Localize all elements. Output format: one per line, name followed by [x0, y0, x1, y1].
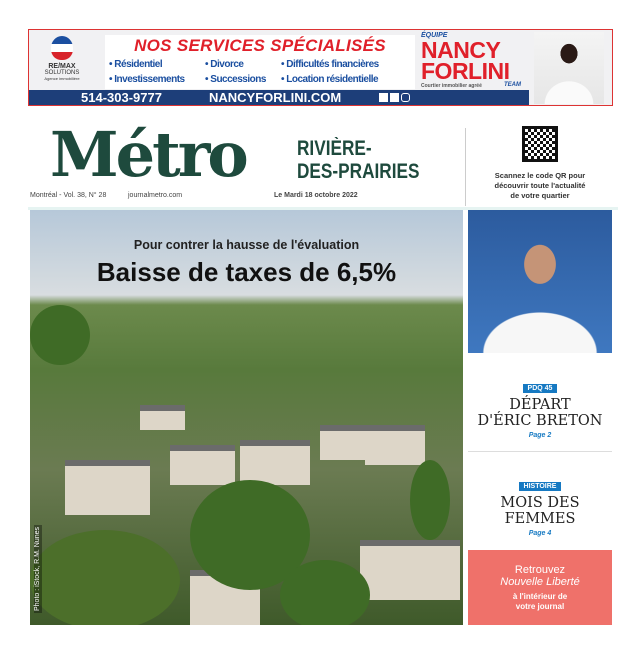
- story-tag: HISTOIRE: [519, 482, 562, 491]
- location-line: RIVIÈRE-: [297, 137, 372, 160]
- service-item: • Location résidentielle: [281, 74, 379, 85]
- divider: [465, 128, 466, 206]
- service-item: • Difficultés financières: [281, 59, 379, 70]
- masthead: [28, 120, 618, 210]
- promo-line: votre journal: [515, 602, 565, 611]
- nouvelle-liberte-promo[interactable]: [468, 550, 612, 625]
- story-title-line: MOIS DES: [500, 495, 580, 511]
- lead-kicker: Pour contrer la hausse de l'évaluation: [133, 238, 360, 252]
- linkedin-icon[interactable]: [390, 93, 399, 102]
- service-item: • Successions: [205, 74, 266, 85]
- courtier-label: Courtier immobilier agréé: [421, 83, 482, 89]
- story-tag: PDQ 45: [523, 384, 558, 393]
- story-page-ref[interactable]: Page 4: [528, 530, 552, 537]
- name-last: FORLINI: [421, 58, 510, 84]
- social-icons: [379, 93, 410, 104]
- promo-publication: Nouvelle Liberté: [500, 576, 580, 588]
- qr-code-icon[interactable]: [522, 126, 558, 162]
- phone-number[interactable]: 514-303-9777: [81, 90, 162, 105]
- promo-line: à l'intérieur de: [512, 592, 568, 601]
- equipe-label: ÉQUIPE: [421, 32, 448, 39]
- qr-caption-line: de votre quartier: [510, 191, 570, 200]
- agent-portrait: [534, 32, 604, 104]
- lead-headline[interactable]: Baisse de taxes de 6,5%: [96, 257, 397, 287]
- services-title: NOS SERVICES SPÉCIALISÉS: [134, 36, 386, 55]
- service-item: • Résidentiel: [109, 59, 163, 70]
- qr-caption: [490, 171, 590, 201]
- photo-credit: Photo : iStock, R.M. Nunes: [34, 526, 41, 611]
- story-mois-des-femmes[interactable]: [468, 475, 612, 537]
- story-title: [468, 397, 612, 429]
- story-title-line: DÉPART: [509, 397, 571, 413]
- qr-caption-line: Scannez le code QR pour: [494, 171, 586, 180]
- location-line: DES-PRAIRIES: [297, 160, 420, 183]
- website-link[interactable]: NANCYFORLINI.COM: [209, 90, 342, 105]
- story-depart-eric-breton[interactable]: [468, 377, 612, 439]
- qr-caption-line: découvrir toute l'actualité: [494, 181, 586, 190]
- service-item: • Investissements: [109, 74, 185, 85]
- remax-logo: [37, 34, 87, 92]
- divider: [468, 451, 612, 452]
- remax-brand: RE/MAX: [48, 63, 76, 70]
- team-label: TEAM: [504, 82, 521, 88]
- promo-subtext: [468, 592, 612, 612]
- advertisement-banner[interactable]: [28, 29, 613, 106]
- issue-date: Le Mardi 18 octobre 2022: [274, 192, 358, 199]
- contact-bar: [29, 90, 529, 106]
- metro-logo: Métro: [50, 118, 246, 191]
- name-first: NANCY: [421, 37, 501, 63]
- remax-agency: Agence immobilière: [44, 76, 80, 81]
- story-title-line: FEMMES: [504, 511, 576, 527]
- lead-photo[interactable]: [30, 210, 463, 625]
- instagram-icon[interactable]: [401, 93, 410, 102]
- location-name: [297, 137, 419, 183]
- story-title-line: D'ÉRIC BRETON: [477, 413, 603, 429]
- balloon-icon: [51, 36, 73, 60]
- story-page-ref[interactable]: Page 2: [528, 432, 552, 439]
- edition-info: Montréal - Vol. 38, N° 28: [30, 192, 107, 199]
- nancy-forlini-logo: [421, 32, 525, 90]
- service-item: • Divorce: [205, 59, 244, 70]
- site-link[interactable]: journalmetro.com: [128, 192, 183, 199]
- services-box: [105, 35, 415, 89]
- eric-breton-photo: [468, 210, 612, 353]
- remax-sub: SOLUTIONS: [44, 70, 80, 76]
- promo-line: Retrouvez: [514, 564, 566, 576]
- story-title: [468, 495, 612, 527]
- facebook-icon[interactable]: [379, 93, 388, 102]
